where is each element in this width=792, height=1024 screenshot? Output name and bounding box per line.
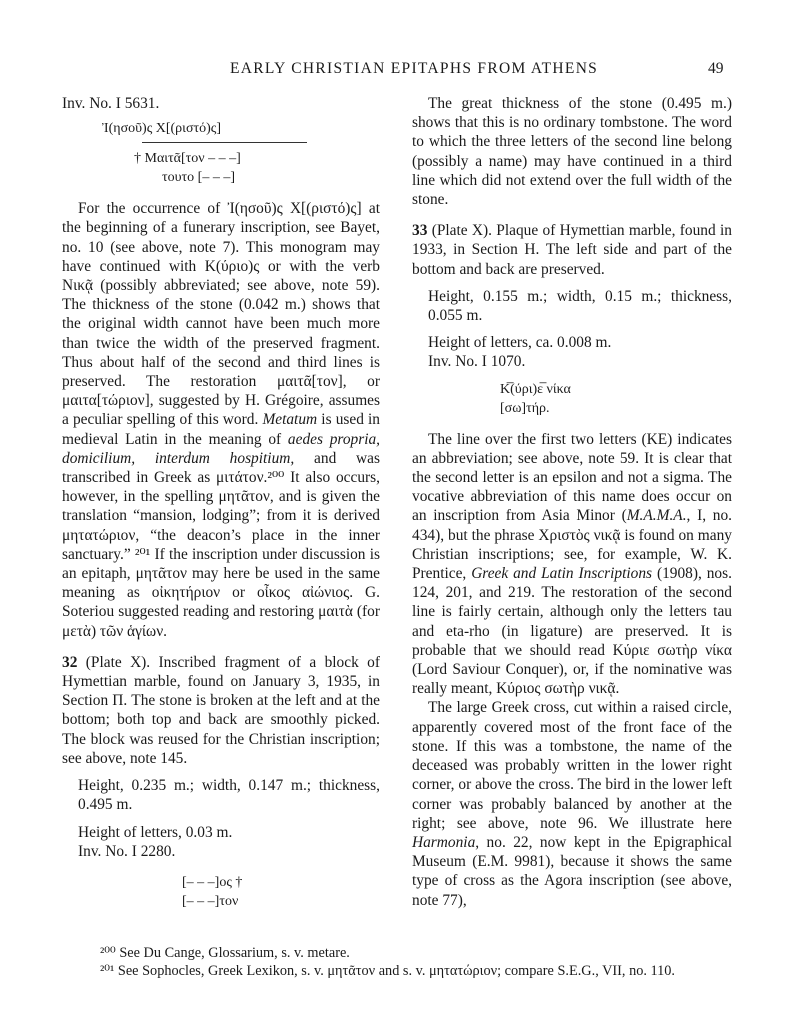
epitaph-line-2: [– – –]τον xyxy=(182,893,239,909)
letter-height: Height of letters, 0.03 m. xyxy=(78,823,233,841)
epitaph-line-1: † Μαιτᾶ[τον – – –] xyxy=(134,151,241,167)
epitaph-line-2: τουτο [– – –] xyxy=(162,170,236,186)
entry-33: 33 (Plate X). Plaque of Hymettian marble, found in 1933, in Section Η. The left side and part of the bottom and back are preserved. xyxy=(412,222,732,278)
paragraph-thickness: The great thickness of the stone (0.495 m.) shows that this is no ordinary tombstone. The word to which the three letters of the second line belong (possibly a name) may have continued in a third line which did not extend over the full width of the stone. xyxy=(412,95,732,209)
inventory-number: Inv. No. I 5631. xyxy=(62,95,160,112)
epitaph-divider xyxy=(142,142,307,143)
entry-32: 32 (Plate X). Inscribed fragment of a block of Hymettian marble, found on January 3, 1935, in Section Π. The stone is broken at the left and at the bottom; both top and back are smoothly picked. The block was reused for the Christian inscription; see above, note 145. xyxy=(62,653,380,767)
entry-number: 32 xyxy=(62,653,78,671)
inventory-number: Inv. No. I 2280. xyxy=(78,842,176,860)
epitaph-line-1: [– – –]ος † xyxy=(182,874,243,890)
running-header xyxy=(0,60,792,80)
paragraph-commentary: For the occurrence of Ἰ(ησοῦ)ς Χ[(ριστό)ς] at the beginning of a funerary inscription, see Bayet, no. 10 (see above, note 7). This monogram may have continued with Κ(ύριο)ς or with the verb Νικᾷ (possibly abbreviated; see above, note 59). The thickness of the stone (0.042 m.) shows that the original width cannot have been much more than twice the width of the preserved fragment. Thus about half of the second and third lines is preserved. The restoration μαιτᾶ[τον], or μαιτα[τώριον], suggested by H. Grégoire, assumes a peculiar spelling of this word. Metatum is used in medieval Latin in the meaning of aedes propria, domicilium, interdum hospitium, and was transcribed in Greek as μιτάτον.²⁰⁰ It also occurs, however, in the spelling μητᾶτον, and is given the translation “mansion, lodging”; from it is derived μητατώριον, “the deacon’s place in the inner sanctuary.” ²⁰¹ If the inscription under discussion is an epitaph, μητᾶτον may here be used in the same meaning as οἰκητήριον or οἶκος αἰώνιος. G. Soteriou suggested reading and restoring μαιτὰ (for μετὰ) τῶν ἁγίων. xyxy=(62,200,381,640)
running-title: EARLY CHRISTIAN EPITAPHS FROM ATHENS xyxy=(230,60,599,77)
right-column xyxy=(412,94,732,910)
epitaph-line-1: Κ̅(ύρι)ε̅ νίκα xyxy=(500,381,571,397)
epitaph-line-2: [σω]τήρ. xyxy=(500,400,550,416)
paragraph-abbreviation: The line over the first two letters (ΚΕ) indicates an abbreviation; see above, note 59. It is clear that the second letter is an epsilon and not a sigma. The vocative abbreviation of this name does occur on an inscription from Asia Minor (M.A.M.A., I, no. 434), but the phrase Χριστὸς νικᾷ is found on many Christian inscriptions; see, for example, W. K. Prentice, Greek and Latin Inscriptions (1908), nos. 124, 201, and 219. The restoration of the second line is fairly certain, although only the letters tau and eta-rho (in ligature) are preserved. It is probable that we should read Κύριε σωτὴρ νίκα (Lord Saviour Conquer), or, if the nominative was really meant, Κύριος σωτὴρ νικᾷ. xyxy=(412,430,732,698)
left-column xyxy=(62,94,380,911)
letter-height: Height of letters, ca. 0.008 m. xyxy=(428,334,612,352)
epitaph-heading: Ἰ(ησοῦ)ς Χ[(ριστό)ς] xyxy=(102,121,221,137)
dimensions: Height, 0.155 m.; width, 0.15 m.; thickness, 0.055 m. xyxy=(428,287,732,325)
page-number: 49 xyxy=(708,60,724,77)
paragraph-cross: The large Greek cross, cut within a raised circle, apparently covered most of the front face of the stone. If this was a tombstone, the name of the deceased was probably written in the lower right corner, or above the cross. The bird in the lower left corner was probably balanced by another at the right; see above, note 96. We illustrate here Harmonia, no. 22, now kept in the Epigraphical Museum (E.M. 9981), because it shows the same type of cross as the Agora inscription (see above, note 77), xyxy=(412,699,732,909)
footnote-200: ²⁰⁰ See Du Cange, Glossarium, s. v. metare. xyxy=(100,945,350,962)
entry-number: 33 xyxy=(412,222,428,240)
dimensions: Height, 0.235 m.; width, 0.147 m.; thickness, 0.495 m. xyxy=(78,777,380,814)
footnote-201: ²⁰¹ See Sophocles, Greek Lexikon, s. v. μητᾶτον and s. v. μητατώριον; compare S.E.G., VII, no. 110. xyxy=(100,963,676,980)
inventory-number: Inv. No. I 1070. xyxy=(428,353,526,371)
